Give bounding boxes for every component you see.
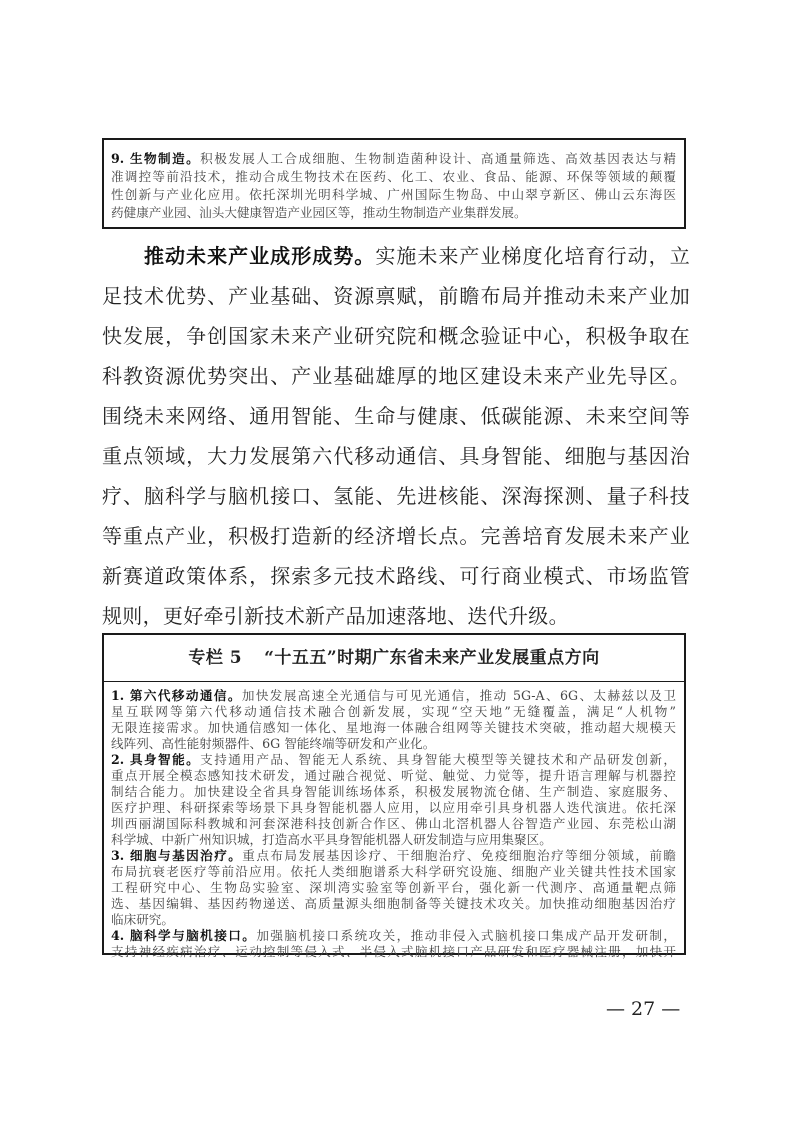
- item-line: [104, 720, 684, 736]
- column-label: 专栏 5: [188, 648, 243, 668]
- item-line: [104, 800, 684, 816]
- item-text: 布局抗衰老医疗等前沿应用。依托人类细胞谱系大科学研究设施、细胞产业关键共性技术国家: [111, 864, 676, 879]
- body-line: [102, 516, 690, 556]
- item-line: [104, 896, 684, 912]
- item-text: 支持神经疾病治疗、运动控制等侵入式、半侵入式脑机接口产品研发和医疗器械注册，加快开: [111, 944, 676, 959]
- item-line: [104, 736, 684, 752]
- item-text: 支持通用产品、智能无人系统、具身智能大模型等关键技术和产品研发创新，: [200, 752, 676, 767]
- item-text: 临床研究。: [111, 912, 174, 927]
- item-line: [104, 784, 684, 800]
- item-line: [104, 204, 684, 222]
- column-title: “十五五”时期广东省未来产业发展重点方向: [264, 648, 600, 668]
- body-text: 疗、脑科学与脑机接口、氢能、先进核能、深海探测、量子科技: [102, 484, 690, 508]
- body-line: [102, 476, 690, 516]
- item-line: [104, 704, 684, 720]
- item-line: [104, 688, 684, 704]
- item-line: [104, 928, 684, 944]
- item-line: [104, 880, 684, 896]
- item-text: 医疗护理、科研探索等场景下具身智能机器人应用，以应用牵引具身机器人迭代演进。依托深: [111, 800, 676, 815]
- body-line: [102, 276, 690, 316]
- body-text: 实施未来产业梯度化培育行动，立: [375, 244, 690, 268]
- body-line: [102, 396, 690, 436]
- body-line: [102, 596, 690, 636]
- item-line: [104, 864, 684, 880]
- item-text: 积极发展人工合成细胞、生物制造菌种设计、高通量筛选、高效基因表达与精: [200, 151, 676, 166]
- item-line: [104, 912, 684, 928]
- body-text: 新赛道政策体系，探索多元技术路线、可行商业模式、市场监管: [102, 564, 690, 588]
- box-items: [104, 682, 684, 960]
- item-line: [104, 816, 684, 832]
- body-paragraph: [102, 236, 690, 636]
- item-line: [104, 168, 684, 186]
- item-text: 选、基因编辑、基因药物递送、高质量源头细胞制备等关键技术攻关。加快推动细胞基因治疗: [111, 896, 676, 911]
- body-line: [102, 436, 690, 476]
- body-text: 围绕未来网络、通用智能、生命与健康、低碳能源、未来空间等: [102, 404, 690, 428]
- item-line: [104, 186, 684, 204]
- column-box-5: [102, 633, 686, 959]
- item-text: 线阵列、高性能射频器件、6G 智能终端等研发和产业化。: [111, 736, 436, 751]
- body-line: [102, 556, 690, 596]
- item-text: 星互联网等第六代移动通信技术融合创新发展，实现“空天地”无缝覆盖，满足“人机物”: [111, 704, 676, 719]
- box-title: [104, 635, 684, 682]
- item-text: 药健康产业园、汕头大健康智造产业园区等，推动生物制造产业集群发展。: [111, 205, 527, 220]
- body-line: [102, 316, 690, 356]
- body-lead: 推动未来产业成形成势。: [144, 244, 376, 268]
- body-text: 等重点产业，积极打造新的经济增长点。完善培育发展未来产业: [102, 524, 690, 548]
- page-number: — 27 —: [606, 998, 681, 1020]
- item-text: 无限连接需求。加快通信感知一体化、星地海一体融合组网等关键技术突破，推动超大规模天: [111, 720, 676, 735]
- item-line: [104, 944, 684, 960]
- item-line: [104, 848, 684, 864]
- item-text: 性创新与产业化应用。依托深圳光明科学城、广州国际生物岛、中山翠亨新区、佛山云东海医: [111, 187, 676, 202]
- item-text: 工程研究中心、生物岛实验室、深圳湾实验室等创新平台，强化新一代测序、高通量靶点筛: [111, 880, 676, 895]
- item-line: [104, 150, 684, 168]
- item-line: [104, 832, 684, 848]
- column-box-bio-manufacturing: [102, 138, 686, 229]
- item-text: 准调控等前沿技术，推动合成生物技术在医药、化工、农业、食品、能源、环保等领域的颠覆: [111, 169, 676, 184]
- item-line: [104, 752, 684, 768]
- body-text: 科教资源优势突出、产业基础雄厚的地区建设未来产业先导区。: [102, 364, 690, 388]
- item-heading: 2. 具身智能。: [111, 752, 201, 767]
- body-text: 快发展，争创国家未来产业研究院和概念验证中心，积极争取在: [102, 324, 690, 348]
- item-text: 圳西丽湖国际科教城和河套深港科技创新合作区、佛山北滘机器人谷智造产业园、东莞松山湖: [111, 816, 676, 831]
- item-text: 重点布局发展基因诊疗、干细胞治疗、免疫细胞治疗等细分领域，前瞻: [242, 848, 676, 863]
- body-text: 足技术优势、产业基础、资源禀赋，前瞻布局并推动未来产业加: [102, 284, 690, 308]
- body-text: 规则，更好牵引新技术新产品加速落地、迭代升级。: [102, 604, 569, 628]
- item-text: 科学城、中新广州知识城，打造高水平具身智能机器人研发制造与应用集聚区。: [111, 832, 552, 847]
- body-line: [102, 356, 690, 396]
- body-line: [102, 236, 690, 276]
- item-heading: 4. 脑科学与脑机接口。: [111, 928, 257, 943]
- item-text: 加快发展高速全光通信与可见光通信，推动 5G-A、6G、太赫兹以及卫: [241, 688, 676, 703]
- item-heading: 1. 第六代移动通信。: [111, 688, 242, 703]
- item-heading: 9. 生物制造。: [111, 151, 201, 166]
- item-line: [104, 768, 684, 784]
- item-text: 重点开展全模态感知技术研发，通过融合视觉、听觉、触觉、力觉等，提升语言理解与机器控: [111, 768, 676, 783]
- body-text: 重点领域，大力发展第六代移动通信、具身智能、细胞与基因治: [102, 444, 690, 468]
- item-text: 制结合能力。加快建设全省具身智能训练场体系，积极发展物流仓储、生产制造、家庭服务、: [111, 784, 676, 799]
- box-items: [104, 150, 684, 222]
- item-heading: 3. 细胞与基因治疗。: [111, 848, 243, 863]
- item-text: 加强脑机接口系统攻关，推动非侵入式脑机接口集成产品开发研制，: [256, 928, 676, 943]
